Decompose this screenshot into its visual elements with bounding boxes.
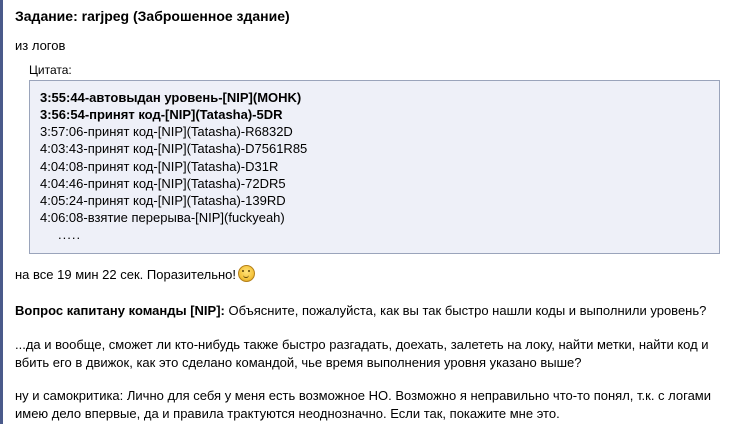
log-text: -автовыдан уровень-[NIP](MOHK) [84,90,302,105]
log-timestamp: 3:57:06 [40,124,84,140]
quote-body [29,80,720,254]
question-paragraph [15,302,730,320]
log-ellipsis: ..... [58,227,82,243]
log-line [40,123,709,140]
log-text: -взятие перерыва-[NIP](fuckyeah) [83,210,285,226]
quote-label: Цитата: [29,63,72,77]
log-line [40,175,709,192]
log-line [40,140,709,157]
log-timestamp: 3:55:44 [40,90,85,105]
log-text: -принят код-[NIP](Tatasha)-D7561R85 [83,141,308,157]
paragraph-2: ...да и вообще, сможет ли кто-нибудь также быстро разгадать, доехать, залететь на локу, найти метки, найти код и вбить его в движок, как это сделано командой, чье время выполнения уровня указано выше? [15,337,709,371]
log-text: -принят код-[NIP](Tatasha)-72DR5 [83,175,286,191]
log-line [40,106,709,123]
log-text: -принят код-[NIP](Tatasha)-R6832D [83,124,293,140]
log-line [40,158,709,175]
page-title: Задание: rarjpeg (Заброшенное здание) [15,8,290,24]
log-text: -принят код-[NIP](Tatasha)-5DR [84,107,283,123]
log-timestamp: 4:04:46 [40,175,84,191]
question-label: Вопрос капитану команды [NIP]: [15,303,225,319]
blush-smiley-icon [238,265,255,282]
intro-text: из логов [15,38,66,53]
log-line [40,209,709,226]
log-timestamp: 4:04:08 [40,158,84,174]
log-timestamp: 4:03:43 [40,141,84,157]
summary-text [15,265,730,282]
log-line [40,89,709,106]
question-text: Объясните, пожалуйста, как вы так быстро нашли коды и выполнили уровень? [224,303,707,319]
log-timestamp: 4:06:08 [40,210,84,226]
log-timestamp: 3:56:54 [40,107,85,123]
quote-block [29,63,720,254]
log-line [40,192,709,209]
log-timestamp: 4:05:24 [40,192,84,208]
log-text: -принят код-[NIP](Tatasha)-D31R [83,158,279,174]
summary-label: на все 19 мин 22 сек. Поразительно! [15,267,236,283]
log-text: -принят код-[NIP](Tatasha)-139RD [83,192,286,208]
paragraph-3: ну и самокритика: Лично для себя у меня есть возможное НО. Возможно я неправильно что-то понял, т.к. с логами имею дело впервые, да и правила трактуются неоднозначно. Если так, покажите мне это. [15,388,712,422]
